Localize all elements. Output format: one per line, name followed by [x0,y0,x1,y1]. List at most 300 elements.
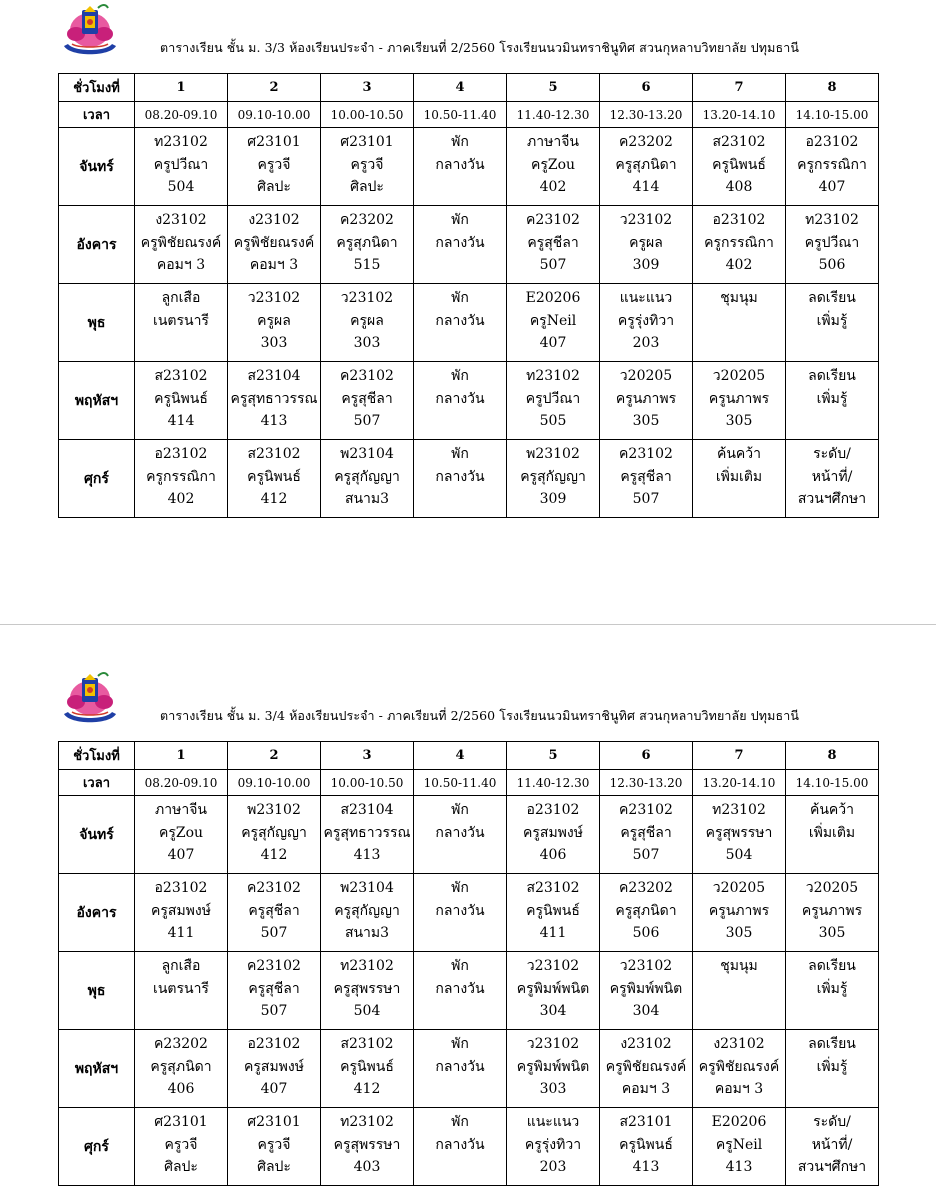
class-cell [228,1108,321,1186]
teacher-name: กลางวัน [435,902,485,919]
class-cell [135,1108,228,1186]
room-number: 507 [260,1003,288,1019]
teacher-name: ครูสุภนิดา [150,1058,212,1075]
subject-code: พ23102 [247,802,301,818]
class-cell [507,796,600,874]
subject-code: ค้นคว้า [716,446,762,462]
school-crest-logo [58,668,122,726]
day-row [59,874,879,952]
teacher-name: ครูสมพงษ์ [523,824,583,841]
timetable [58,73,879,518]
room-number: 407 [818,179,846,195]
subject-code: ว23102 [247,290,301,306]
room-number: 303 [539,1081,567,1097]
class-cell [321,128,414,206]
subject-code: ว23102 [619,212,673,228]
class-cell [228,284,321,362]
period-header-label: ชั่วโมงที่ [59,74,135,102]
subject-code: ส23102 [247,446,301,462]
class-cell [693,440,786,518]
room-number: 304 [632,1003,660,1019]
period-time: 11.40-12.30 [507,770,600,796]
subject-code: ค23102 [526,212,580,228]
subject-code: ส23102 [712,134,766,150]
subject-code: ลูกเสือ [161,290,201,306]
teacher-name: ครูZou [530,156,576,173]
room-number: คอมฯ 3 [621,1081,671,1097]
room-number: 305 [725,925,753,941]
teacher-name: ครูนิพนธ์ [154,390,208,407]
class-cell [135,440,228,518]
time-row [59,770,879,796]
room-number: 413 [632,1159,660,1175]
teacher-name: ครูนิพนธ์ [619,1136,673,1153]
period-number: 2 [228,74,321,102]
room-number: 403 [353,1159,381,1175]
period-time: 10.00-10.50 [321,770,414,796]
subject-code: ลูกเสือ [161,958,201,974]
class-cell [507,440,600,518]
subject-code: พัก [451,1114,469,1130]
room-number: สวนฯศึกษา [797,1159,867,1175]
period-time: 13.20-14.10 [693,102,786,128]
teacher-name: ครูกรรณิกา [704,234,774,251]
class-cell [321,874,414,952]
teacher-name: กลางวัน [435,824,485,841]
class-cell [693,206,786,284]
class-cell [693,1030,786,1108]
room-number: 414 [632,179,660,195]
subject-code: ลดเรียน [808,958,856,974]
period-time: 12.30-13.20 [600,770,693,796]
room-number: 507 [260,925,288,941]
subject-code: ส23102 [526,880,580,896]
day-row [59,796,879,874]
class-cell [507,952,600,1030]
teacher-name: เนตรนารี [153,980,209,997]
room-number: 507 [353,413,381,429]
subject-code: ส23101 [619,1114,673,1130]
teacher-name: ครูสมพงษ์ [151,902,211,919]
day-name: จันทร์ [59,796,135,874]
subject-code: พัก [451,368,469,384]
teacher-name: หน้าที่/ [811,1136,853,1153]
class-cell [135,284,228,362]
period-number: 5 [507,74,600,102]
subject-code: ศ23101 [247,1114,301,1130]
teacher-name: เพิ่มรู้ [816,390,848,407]
period-number: 1 [135,74,228,102]
teacher-name: ครูสุชีลา [527,234,579,251]
subject-code: ว23102 [526,1036,580,1052]
period-time: 09.10-10.00 [228,102,321,128]
class-cell [321,440,414,518]
subject-code: พัก [451,880,469,896]
teacher-name: ครูนิพนธ์ [247,468,301,485]
subject-code: ศ23101 [340,134,394,150]
teacher-name: ครูสุทธาวรรณ [323,824,411,841]
teacher-name: ครูนิพนธ์ [712,156,766,173]
period-number: 2 [228,742,321,770]
class-cell [135,874,228,952]
class-cell [414,874,507,952]
teacher-name: ครูสุภนิดา [336,234,398,251]
class-cell [321,362,414,440]
room-number: 407 [167,847,195,863]
subject-code: ท23102 [154,134,208,150]
subject-code: พัก [451,958,469,974]
teacher-name: ครูวจี [350,156,384,173]
room-number: 406 [167,1081,195,1097]
room-number: 305 [725,413,753,429]
class-cell [786,796,879,874]
class-cell [507,206,600,284]
period-time: 11.40-12.30 [507,102,600,128]
teacher-name: ครูนิพนธ์ [526,902,580,919]
subject-code: ว23102 [526,958,580,974]
subject-code: อ23102 [805,134,859,150]
class-cell [600,1108,693,1186]
period-number: 5 [507,742,600,770]
subject-code: แนะแนว [619,290,673,306]
room-number: 304 [539,1003,567,1019]
class-cell [135,206,228,284]
day-name: ศุกร์ [59,1108,135,1186]
subject-code: ท23102 [712,802,766,818]
class-cell [600,206,693,284]
period-number: 4 [414,742,507,770]
room-number: 203 [539,1159,567,1175]
teacher-name: ครูสุภนิดา [615,156,677,173]
subject-code: พัก [451,290,469,306]
class-cell [693,284,786,362]
room-number: 506 [818,257,846,273]
teacher-name: ครูNeil [715,1136,763,1153]
class-cell [786,1030,879,1108]
room-number: 305 [818,925,846,941]
subject-code: ภาษาจีน [155,802,207,818]
teacher-name: ครูรุ่งทิวา [617,312,675,329]
subject-code: ง23102 [620,1036,672,1052]
subject-code: ระดับ/ [813,446,851,462]
subject-code: ชุมนุม [720,958,758,974]
teacher-name: ครูสุกัญญา [520,468,586,485]
teacher-name: ครูผล [257,312,291,329]
period-time: 14.10-15.00 [786,102,879,128]
teacher-name: ครูพิชัยณรงค์ [233,234,315,251]
subject-code: ศ23101 [247,134,301,150]
class-cell [228,952,321,1030]
subject-code: อ23102 [712,212,766,228]
room-number: 408 [725,179,753,195]
room-number: 309 [539,491,567,507]
class-cell [600,796,693,874]
subject-code: พัก [451,446,469,462]
class-cell [228,362,321,440]
teacher-name: ครูรุ่งทิวา [524,1136,582,1153]
class-cell [321,1108,414,1186]
period-time: 10.00-10.50 [321,102,414,128]
teacher-name: ครูวจี [164,1136,198,1153]
subject-code: พ23102 [526,446,580,462]
class-cell [228,796,321,874]
room-number: 412 [353,1081,381,1097]
room-number: 203 [632,335,660,351]
day-name: อังคาร [59,874,135,952]
teacher-name: ครูนภาพร [801,902,863,919]
class-cell [135,128,228,206]
class-cell [786,952,879,1030]
period-header-row [59,74,879,102]
period-number: 8 [786,74,879,102]
class-cell [321,206,414,284]
class-cell [600,362,693,440]
subject-code: ง23102 [713,1036,765,1052]
time-row [59,102,879,128]
teacher-name: ครูNeil [529,312,577,329]
schedule-title: ตารางเรียน ชั้น ม. 3/3 ห้องเรียนประจำ - ภาคเรียนที่ 2/2560 โรงเรียนนวมินทราชินูทิศ สวนกุหลาบวิทยาลัย ปทุมธานี [160,40,799,55]
subject-code: ลดเรียน [808,290,856,306]
class-cell [135,796,228,874]
teacher-name: ครูพิชัยณรงค์ [140,234,222,251]
period-time: 08.20-09.10 [135,770,228,796]
subject-code: ค้นคว้า [809,802,855,818]
class-cell [693,1108,786,1186]
subject-code: ว23102 [619,958,673,974]
room-number: 309 [632,257,660,273]
teacher-name: เนตรนารี [153,312,209,329]
class-cell [693,796,786,874]
room-number: ศิลปะ [164,1159,198,1175]
subject-code: พัก [451,802,469,818]
teacher-name: กลางวัน [435,390,485,407]
subject-code: ว20205 [712,880,766,896]
teacher-name: เพิ่มรู้ [816,1058,848,1075]
room-number: 507 [539,257,567,273]
period-header-row [59,742,879,770]
class-cell [414,206,507,284]
subject-code: E20206 [711,1114,767,1130]
room-number: 303 [353,335,381,351]
room-number: 411 [539,925,567,941]
class-cell [600,1030,693,1108]
class-cell [786,284,879,362]
subject-code: ค23202 [619,134,673,150]
teacher-name: กลางวัน [435,468,485,485]
teacher-name: ครูวจี [257,1136,291,1153]
time-label: เวลา [59,102,135,128]
class-cell [786,206,879,284]
room-number: 506 [632,925,660,941]
class-cell [414,440,507,518]
subject-code: ท23102 [340,1114,394,1130]
room-number: สนาม3 [344,925,390,941]
class-cell [693,128,786,206]
room-number: ศิลปะ [257,1159,291,1175]
room-number: 507 [632,847,660,863]
subject-code: ง23102 [248,212,300,228]
room-number: สนาม3 [344,491,390,507]
teacher-name: ครูสุชีลา [248,902,300,919]
period-time: 10.50-11.40 [414,770,507,796]
teacher-name: ครูZou [158,824,204,841]
room-number: 407 [539,335,567,351]
class-cell [414,284,507,362]
subject-code: อ23102 [526,802,580,818]
room-number: 407 [260,1081,288,1097]
teacher-name: กลางวัน [435,980,485,997]
class-cell [507,362,600,440]
teacher-name: กลางวัน [435,1136,485,1153]
subject-code: ท23102 [526,368,580,384]
period-time: 08.20-09.10 [135,102,228,128]
teacher-name: เพิ่มเติม [715,468,763,485]
class-cell [600,128,693,206]
period-number: 7 [693,742,786,770]
teacher-name: หน้าที่/ [811,468,853,485]
teacher-name: ครูสุชีลา [620,468,672,485]
room-number: สวนฯศึกษา [797,491,867,507]
room-number: ศิลปะ [257,179,291,195]
teacher-name: เพิ่มรู้ [816,312,848,329]
teacher-name: ครูปวีณา [804,234,860,251]
room-number: คอมฯ 3 [156,257,206,273]
school-crest-logo [58,0,122,58]
teacher-name: ครูปวีณา [153,156,209,173]
subject-code: ระดับ/ [813,1114,851,1130]
teacher-name: กลางวัน [435,234,485,251]
subject-code: ค23102 [340,368,394,384]
class-cell [507,1030,600,1108]
teacher-name: ครูสุกัญญา [241,824,307,841]
day-name: พฤหัสฯ [59,1030,135,1108]
class-cell [786,440,879,518]
room-number: 505 [539,413,567,429]
class-cell [786,362,879,440]
class-cell [693,874,786,952]
period-time: 13.20-14.10 [693,770,786,796]
room-number: 402 [539,179,567,195]
day-name: จันทร์ [59,128,135,206]
period-number: 4 [414,74,507,102]
period-time: 14.10-15.00 [786,770,879,796]
teacher-name: ครูพิชัยณรงค์ [698,1058,780,1075]
subject-code: ค23202 [619,880,673,896]
class-cell [507,1108,600,1186]
subject-code: ค23202 [340,212,394,228]
teacher-name: ครูปวีณา [525,390,581,407]
room-number: 413 [353,847,381,863]
subject-code: ส23104 [340,802,394,818]
teacher-name: ครูสุทธาวรรณ [230,390,318,407]
class-cell [321,284,414,362]
class-cell [786,128,879,206]
teacher-name: กลางวัน [435,312,485,329]
subject-code: พัก [451,134,469,150]
teacher-name: ครูนภาพร [615,390,677,407]
class-cell [135,1030,228,1108]
subject-code: อ23102 [247,1036,301,1052]
teacher-name: ครูสุภนิดา [615,902,677,919]
class-cell [507,874,600,952]
room-number: คอมฯ 3 [249,257,299,273]
class-cell [228,1030,321,1108]
section-divider [0,624,936,625]
class-cell [693,952,786,1030]
teacher-name: ครูนภาพร [708,390,770,407]
room-number: 412 [260,491,288,507]
day-row [59,1030,879,1108]
teacher-name: เพิ่มเติม [808,824,856,841]
day-name: พุธ [59,952,135,1030]
teacher-name: ครูสุกัญญา [334,468,400,485]
subject-code: พัก [451,1036,469,1052]
subject-code: ว23102 [340,290,394,306]
subject-code: ค23202 [154,1036,208,1052]
class-cell [414,796,507,874]
room-number: 402 [167,491,195,507]
teacher-name: ครูสมพงษ์ [244,1058,304,1075]
teacher-name: ครูสุพรรษา [705,824,773,841]
class-cell [600,440,693,518]
day-row [59,206,879,284]
room-number: 413 [260,413,288,429]
period-number: 3 [321,742,414,770]
class-cell [414,1108,507,1186]
subject-code: พ23104 [340,446,394,462]
period-number: 1 [135,742,228,770]
room-number: 515 [353,257,381,273]
period-number: 6 [600,742,693,770]
room-number: 412 [260,847,288,863]
teacher-name: ครูผล [350,312,384,329]
class-cell [321,952,414,1030]
class-cell [228,128,321,206]
subject-code: ท23102 [805,212,859,228]
day-name: พฤหัสฯ [59,362,135,440]
class-cell [414,1030,507,1108]
class-cell [414,362,507,440]
period-time: 10.50-11.40 [414,102,507,128]
day-name: พุธ [59,284,135,362]
class-cell [600,952,693,1030]
teacher-name: ครูสุชีลา [620,824,672,841]
subject-code: พ23104 [340,880,394,896]
teacher-name: ครูกรรณิกา [797,156,867,173]
timetable [58,741,879,1186]
day-name: ศุกร์ [59,440,135,518]
subject-code: ลดเรียน [808,368,856,384]
room-number: 504 [725,847,753,863]
class-cell [507,128,600,206]
subject-code: ว20205 [712,368,766,384]
period-number: 3 [321,74,414,102]
teacher-name: ครูพิมพ์พนิต [516,980,590,997]
teacher-name: ครูสุพรรษา [333,980,401,997]
class-cell [414,128,507,206]
class-cell [135,952,228,1030]
class-cell [228,206,321,284]
subject-code: ง23102 [155,212,207,228]
day-row [59,440,879,518]
subject-code: อ23102 [154,446,208,462]
teacher-name: ครูสุพรรษา [333,1136,401,1153]
period-number: 6 [600,74,693,102]
day-row [59,128,879,206]
room-number: 413 [725,1159,753,1175]
class-cell [414,952,507,1030]
subject-code: ว20205 [619,368,673,384]
